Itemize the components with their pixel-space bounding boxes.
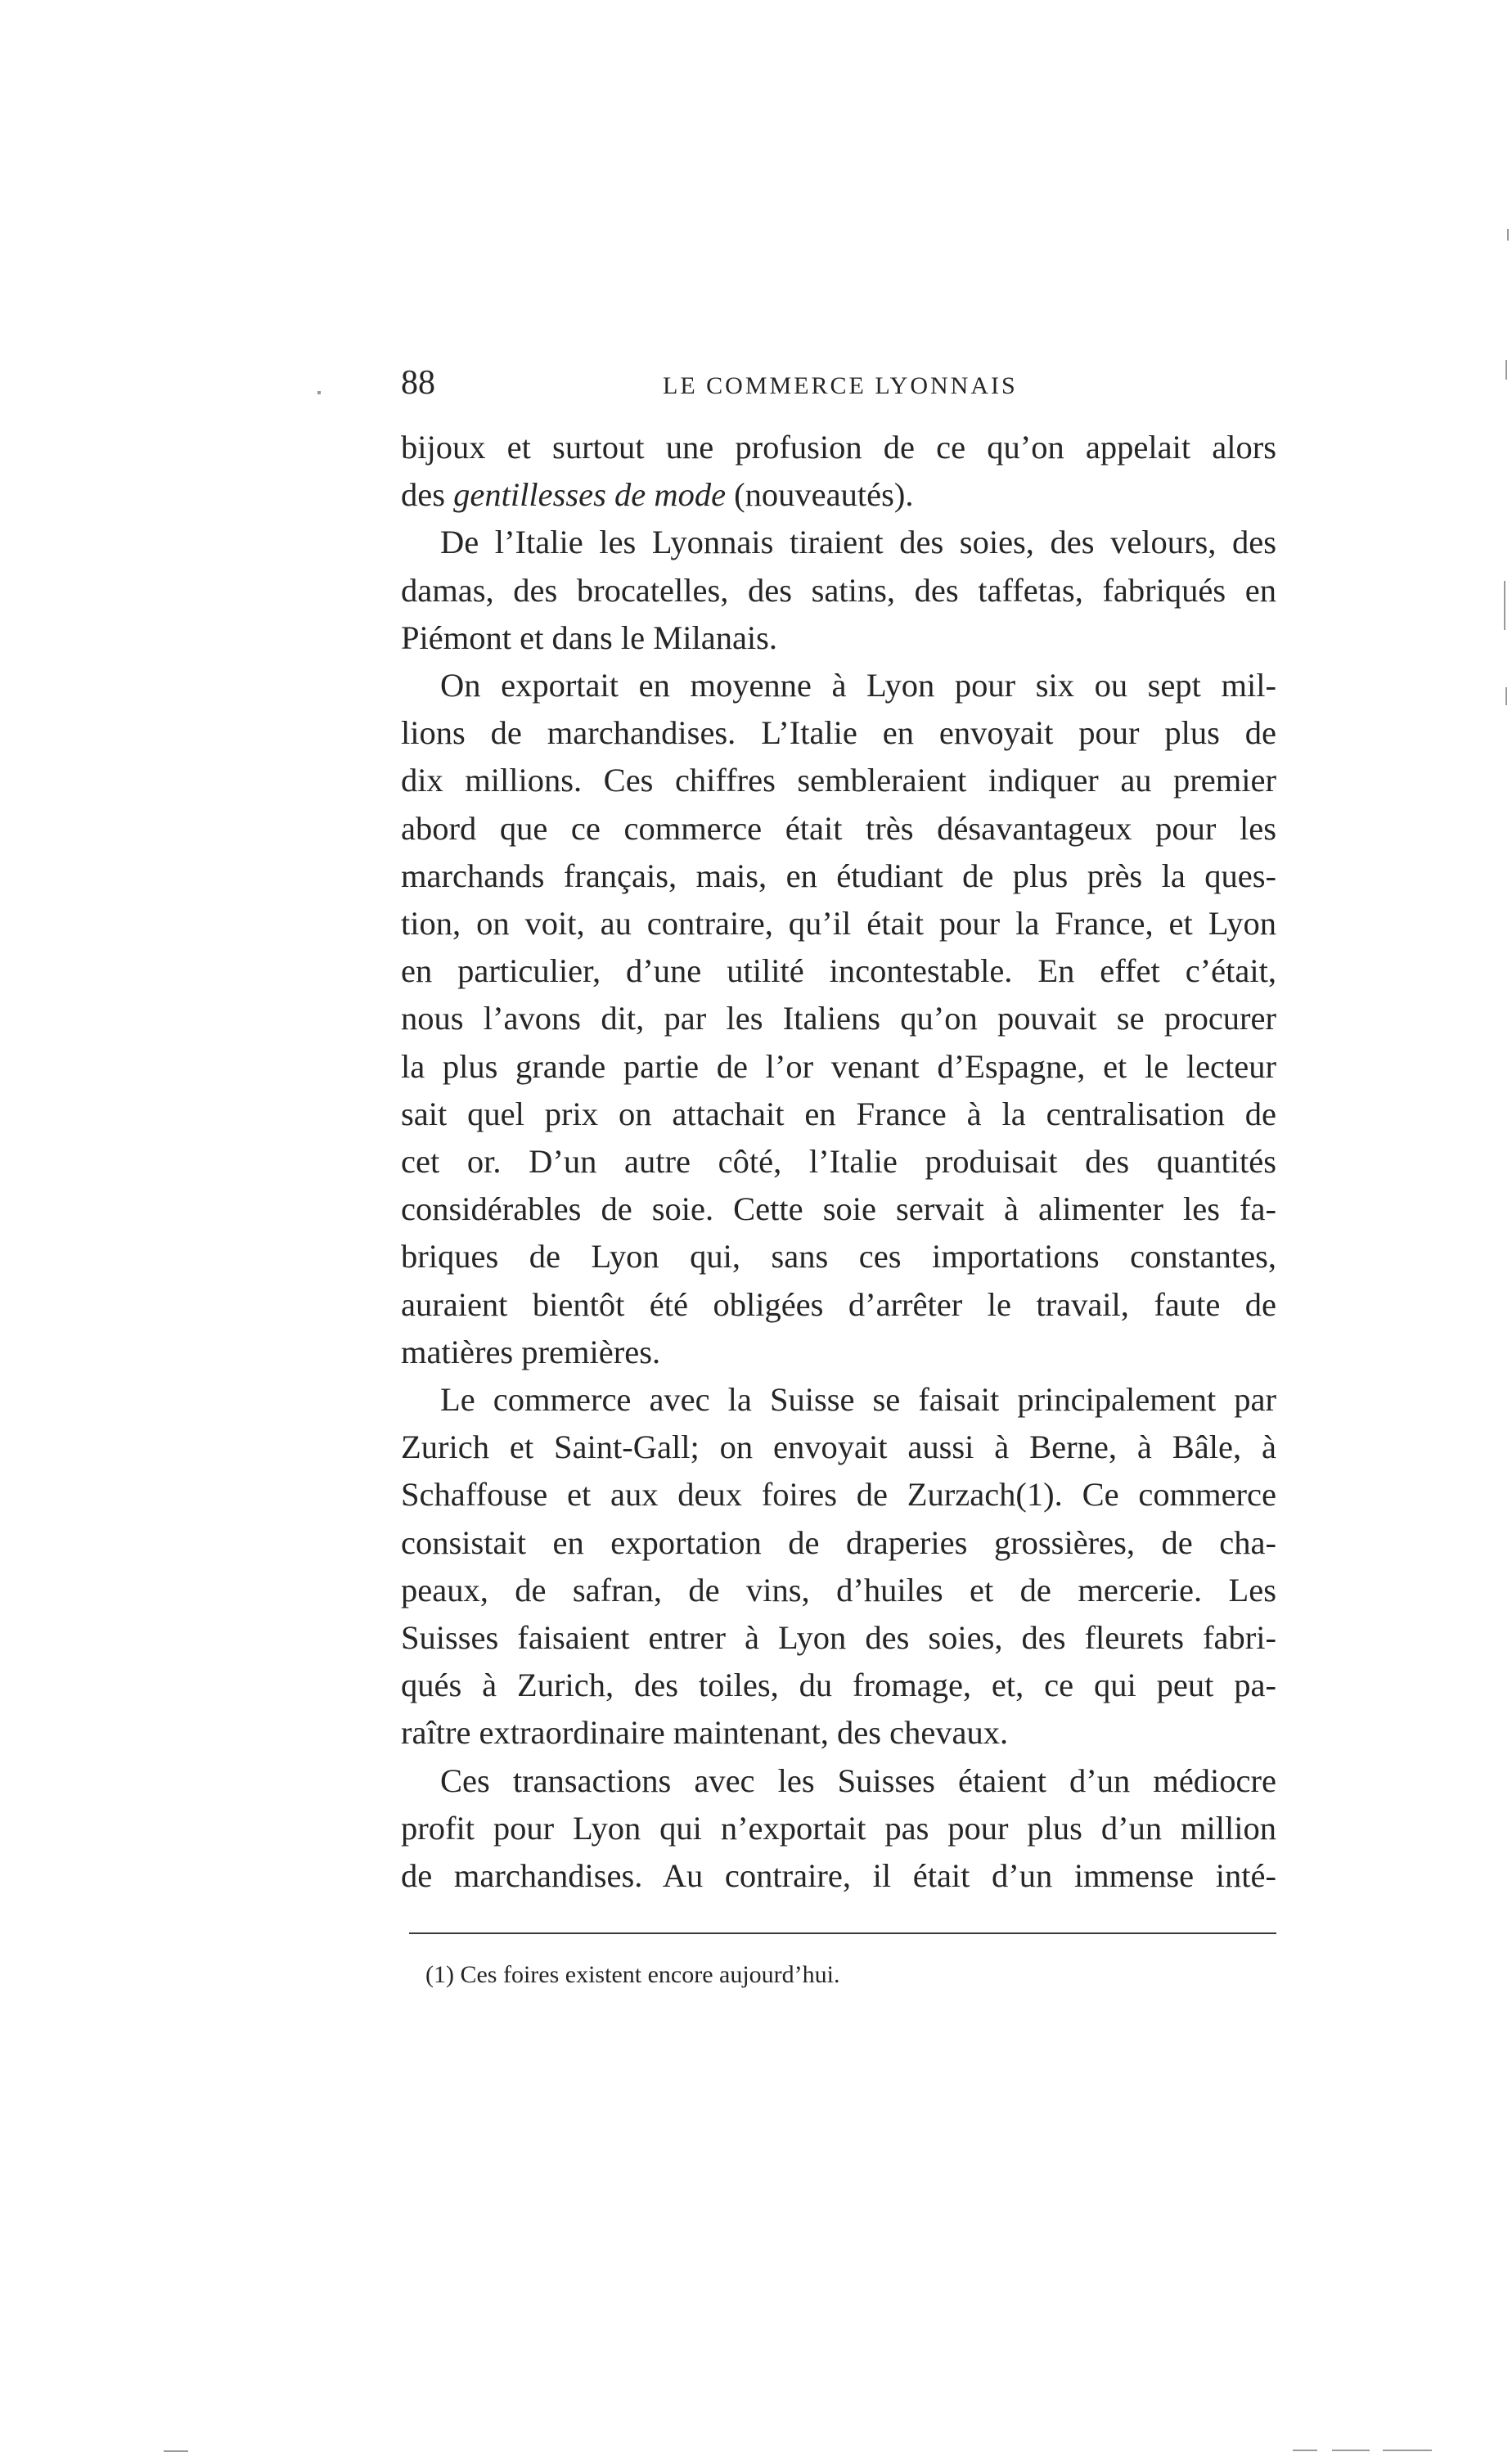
text-line: Piémont et dans le Milanais.	[401, 619, 778, 656]
italic-phrase: gentillesses de mode	[453, 476, 727, 514]
scan-speck	[1332, 2450, 1370, 2451]
text-line: matières premières.	[401, 1333, 661, 1370]
text-line: Suisses faisaient entrer à Lyon des soies, des fleurets fabri-	[401, 1619, 1276, 1657]
text-line: Zurich et Saint-Gall; on envoyait aussi à Berne, à Bâle, à	[401, 1428, 1276, 1466]
text-line: bijoux et surtout une profusion de ce qu’on appelait alors	[401, 429, 1276, 466]
scan-speck	[1383, 2450, 1432, 2451]
text-line: briques de Lyon qui, sans ces importations constantes,	[401, 1238, 1276, 1275]
text-line: peaux, de safran, de vins, d’huiles et de mercerie. Les	[401, 1571, 1276, 1608]
text-line: abord que ce commerce était très désavantageux pour les	[401, 809, 1276, 847]
scan-speck	[164, 2450, 188, 2452]
text-line: On exportait en moyenne à Lyon pour six ou sept mil-	[440, 667, 1276, 704]
text-line: raître extraordinaire maintenant, des chevaux.	[401, 1714, 1009, 1752]
footnote-divider	[409, 1932, 1276, 1934]
text-line: marchands français, mais, en étudiant de plus près la ques-	[401, 857, 1276, 894]
text-line: auraient bientôt été obligées d’arrêter le travail, faute de	[401, 1285, 1276, 1323]
text-line: dix millions. Ces chiffres sembleraient indiquer au premier	[401, 762, 1276, 799]
text-line: profit pour Lyon qui n’exportait pas pour plus d’un million	[401, 1809, 1276, 1847]
footnote: (1) Ces foires existent encore aujourd’hui.	[425, 1961, 840, 1988]
text-line: considérables de soie. Cette soie servait à alimenter les fa-	[401, 1190, 1276, 1228]
page-number: 88	[401, 364, 435, 402]
text-line: De l’Italie les Lyonnais tiraient des soies, des velours, des	[440, 524, 1276, 561]
scan-speck	[1293, 2450, 1317, 2451]
scan-speck	[1505, 687, 1507, 705]
text-line: consistait en exportation de draperies grossières, de cha-	[401, 1523, 1276, 1561]
text-line: de marchandises. Au contraire, il était d’un immense inté-	[401, 1857, 1276, 1895]
text-line: tion, on voit, au contraire, qu’il était pour la France, et Lyon	[401, 905, 1276, 943]
scan-speck	[1505, 360, 1507, 380]
text-line: cet or. D’un autre côté, l’Italie produisait des quantités	[401, 1143, 1276, 1181]
scan-speck	[1504, 581, 1505, 630]
text-line: Le commerce avec la Suisse se faisait principalement par	[440, 1381, 1276, 1419]
body-text	[401, 424, 1276, 1900]
text-line: Ces transactions avec les Suisses étaient d’un médiocre	[440, 1761, 1276, 1799]
scan-speck	[1507, 229, 1509, 241]
text-line: Schaffouse et aux deux foires de Zurzach(1). Ce commerce	[401, 1476, 1276, 1514]
text-line: des gentillesses de mode (nouveautés).	[401, 476, 914, 514]
text-line: damas, des brocatelles, des satins, des taffetas, fabriqués en	[401, 571, 1276, 609]
text-line: lions de marchandises. L’Italie en envoyait pour plus de	[401, 714, 1276, 752]
text-line: la plus grande partie de l’or venant d’Espagne, et le lecteur	[401, 1047, 1276, 1085]
text-line: nous l’avons dit, par les Italiens qu’on pouvait se procurer	[401, 1000, 1276, 1037]
text-line: en particulier, d’une utilité incontestable. En effet c’était,	[401, 952, 1276, 990]
text-line: sait quel prix on attachait en France à la centralisation de	[401, 1095, 1276, 1132]
running-title: LE COMMERCE LYONNAIS	[663, 372, 1018, 399]
scan-speck	[317, 391, 321, 394]
text-line: qués à Zurich, des toiles, du fromage, et, ce qui peut pa-	[401, 1667, 1276, 1704]
page-header	[401, 358, 1276, 407]
